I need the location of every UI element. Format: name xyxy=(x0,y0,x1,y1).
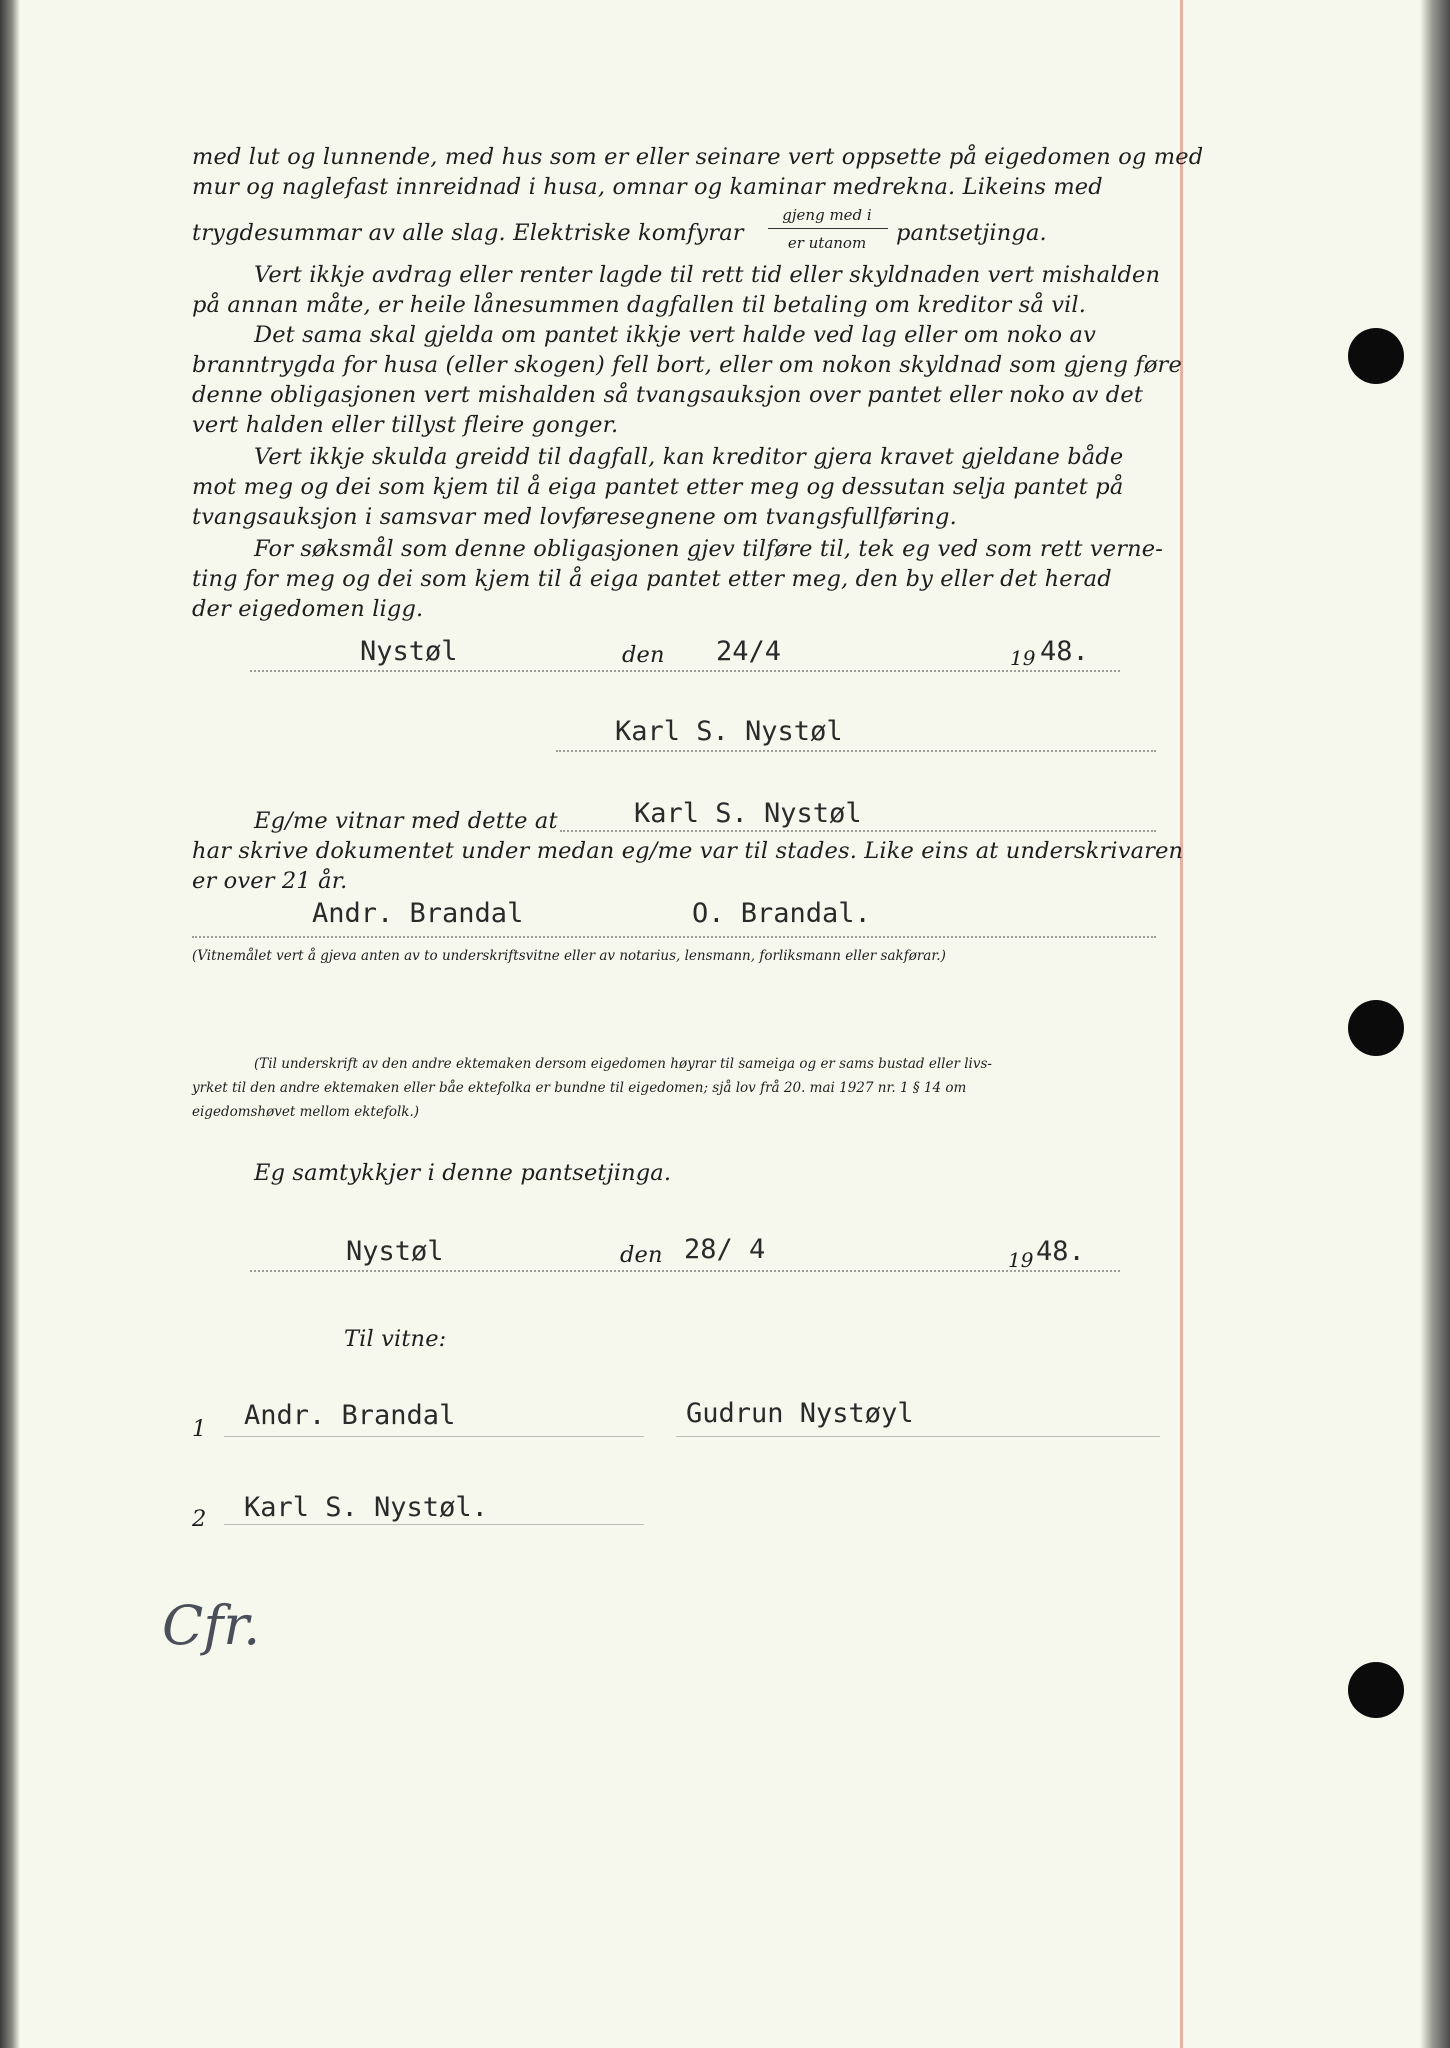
spouse-signature: Gudrun Nystøyl xyxy=(686,1398,914,1429)
den-label: den xyxy=(622,642,665,668)
witness-signature: Karl S. Nystøl. xyxy=(244,1492,488,1523)
year-prefix: 19 xyxy=(1008,1248,1034,1272)
witness-signature: Andr. Brandal xyxy=(244,1400,456,1431)
text-line: vert halden eller tillyst fleire gonger. xyxy=(192,412,619,438)
signing-date: 24/4 xyxy=(716,636,782,667)
text-line: med lut og lunnende, med hus som er eller seinare vert oppsette på eigedomen og med xyxy=(192,144,1204,170)
text-line: Det sama skal gjelda om pantet ikkje vert halde ved lag eller om noko av xyxy=(254,322,1096,348)
dotted-line xyxy=(250,670,1120,672)
signing-place: Nystøl xyxy=(346,1236,444,1267)
fraction-bottom: er utanom xyxy=(787,234,867,252)
dotted-line xyxy=(192,936,1156,938)
text-line: mur og naglefast innreidnad i husa, omnar og kaminar medrekna. Likeins med xyxy=(192,174,1103,200)
text-line: på annan måte, er heile lånesummen dagfallen til betaling om kreditor så vil. xyxy=(192,292,1087,318)
witness-statement-prefix: Eg/me vitnar med dette at xyxy=(254,808,558,834)
signature-line xyxy=(224,1524,644,1525)
signing-date: 28/ 4 xyxy=(684,1234,766,1265)
margin-rule xyxy=(1180,0,1183,2048)
text-line: branntrygda for husa (eller skogen) fell bort, eller om nokon skyldnad som gjeng føre xyxy=(192,352,1182,378)
den-label: den xyxy=(620,1242,663,1268)
text-line: Vert ikkje avdrag eller renter lagde til rett tid eller skyldnaden vert mishalden xyxy=(254,262,1161,288)
fraction-top: gjeng med i xyxy=(782,206,872,224)
punch-hole-icon xyxy=(1348,328,1404,384)
punch-hole-icon xyxy=(1348,1662,1404,1718)
signature-line xyxy=(224,1436,644,1437)
spouse-note-line: yrket til den andre ektemaken eller båe ektefolka er bundne til eigedomen; sjå lov frå 20. mai 1927 nr. 1 § 14 om xyxy=(192,1080,967,1096)
signer-signature: Karl S. Nystøl xyxy=(615,716,843,747)
text-line: mot meg og dei som kjem til å eiga pantet etter meg og dessutan selja pantet på xyxy=(192,474,1124,500)
spouse-note-line: eigedomshøvet mellom ektefolk.) xyxy=(192,1104,420,1120)
witness-number: 1 xyxy=(192,1416,207,1442)
text-line: ting for meg og dei som kjem til å eiga pantet etter meg, den by eller det herad xyxy=(192,566,1112,592)
til-vitne-label: Til vitne: xyxy=(344,1326,447,1352)
signing-place: Nystøl xyxy=(360,636,458,667)
year-suffix: 48. xyxy=(1036,1236,1085,1267)
dotted-line xyxy=(250,1270,1120,1272)
text-line: denne obligasjonen vert mishalden så tvangsauksjon over pantet eller noko av det xyxy=(192,382,1144,408)
punch-hole-icon xyxy=(1348,1000,1404,1056)
scan-edge-left xyxy=(0,0,20,2048)
consent-text: Eg samtykkjer i denne pantsetjinga. xyxy=(254,1160,672,1186)
witness-number: 2 xyxy=(192,1506,207,1532)
year-suffix: 48. xyxy=(1040,636,1089,667)
witness-note: (Vitnemålet vert å gjeva anten av to underskriftsvitne eller av notarius, lensmann, forliksmann eller sakførar.) xyxy=(192,948,946,964)
dotted-line xyxy=(560,830,1156,832)
spouse-note-line: (Til underskrift av den andre ektemaken dersom eigedomen høyrar til sameiga og er sams bustad eller livs- xyxy=(254,1056,992,1072)
handwritten-initials: Cfr. xyxy=(162,1594,261,1657)
text-line: har skrive dokumentet under medan eg/me var til stades. Like eins at underskrivaren xyxy=(192,838,1184,864)
text-line: For søksmål som denne obligasjonen gjev tilføre til, tek eg ved som rett verne- xyxy=(254,536,1163,562)
year-prefix: 19 xyxy=(1010,646,1036,670)
fraction-bar xyxy=(768,228,888,229)
dotted-line xyxy=(556,750,1156,752)
scan-edge-right xyxy=(1420,0,1450,2048)
text-line: trygdesummar av alle slag. Elektriske komfyrar xyxy=(192,220,744,246)
text-line: er over 21 år. xyxy=(192,868,348,894)
witness-signature: Andr. Brandal xyxy=(312,898,524,929)
text-line: tvangsauksjon i samsvar med lovføresegnene om tvangsfullføring. xyxy=(192,504,957,530)
signature-line xyxy=(676,1436,1160,1437)
text-line: Vert ikkje skulda greidd til dagfall, kan kreditor gjera kravet gjeldane både xyxy=(254,444,1124,470)
witness-statement-name: Karl S. Nystøl xyxy=(634,798,862,829)
text-line: der eigedomen ligg. xyxy=(192,596,424,622)
witness-signature: O. Brandal. xyxy=(692,898,871,929)
text-line: pantsetjinga. xyxy=(896,220,1047,246)
